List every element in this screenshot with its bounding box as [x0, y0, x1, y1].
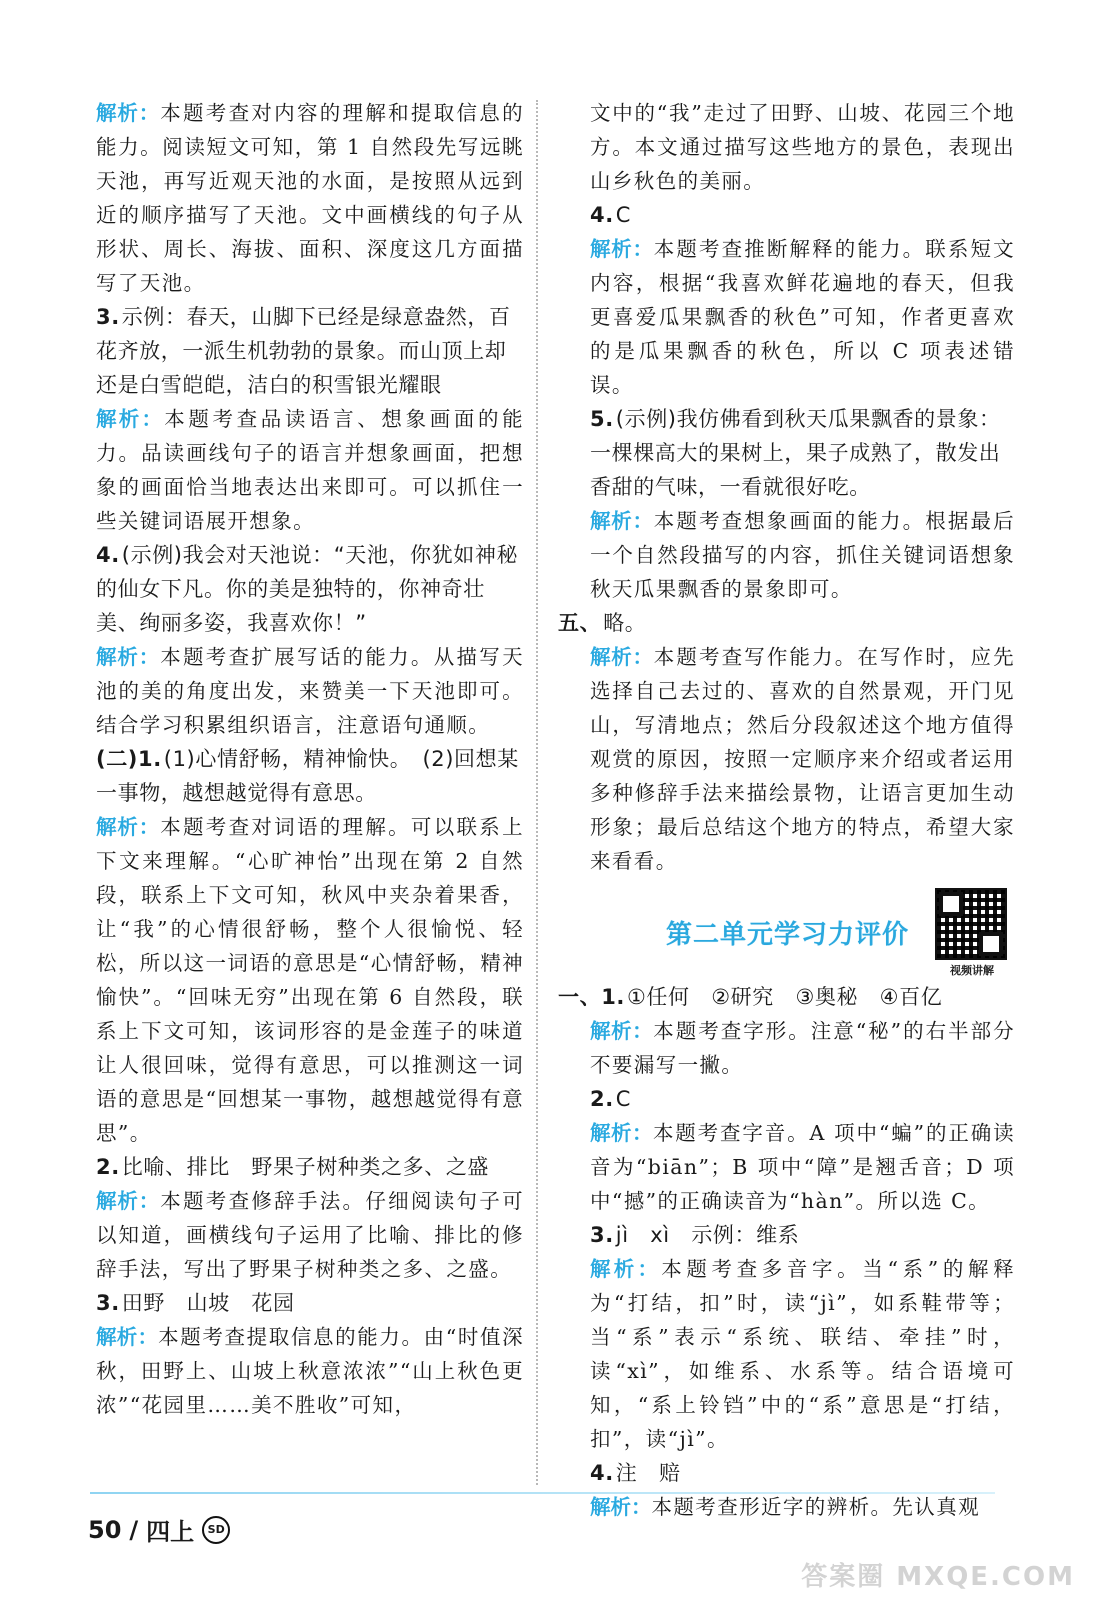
answer-text: 略。	[603, 611, 647, 635]
analysis-paragraph	[96, 1184, 524, 1286]
answer-text: 比喻、排比 野果子树种类之多、之盛	[121, 1155, 489, 1179]
answer-text: (1)心情舒畅，精神愉快。 (2)回想某一事物，越想越觉得有意思。	[96, 747, 519, 805]
answer-text: ①任何 ②研究 ③奥秘 ④百亿	[627, 985, 943, 1009]
section-answer	[558, 606, 1015, 640]
answer-number: 3.	[96, 1291, 120, 1315]
analysis-text: 本题考查推断解释的能力。联系短文内容，根据“我喜欢鲜花遍地的春天，但我更喜爱瓜果飘香的秋色”可知，作者更喜欢的是瓜果飘香的秋色，所以 C 项表述错误。	[590, 237, 1015, 397]
answer-text: C	[615, 1087, 632, 1111]
answer-text: (示例)我仿佛看到秋天瓜果飘香的景象：一棵棵高大的果树上，果子成熟了，散发出香甜的气味，一看就很好吃。	[590, 407, 1001, 499]
answer-item	[590, 402, 1015, 504]
analysis-label: 解析：	[96, 1325, 159, 1349]
answer-number: 5.	[590, 407, 614, 431]
analysis-text: 本题考查对词语的理解。可以联系上下文来理解。“心旷神怡”出现在第 2 自然段，联系上下文可知，秋风中夹杂着果香，让“我”的心情很舒畅，整个人很愉悦、轻松，所以这一词语的意思是“心情舒畅，精神愉快”。“回味无穷”出现在第 6 自然段，联系上下文可知，该词形容的是金莲子的味道让人很回味，觉得有意思，可以推测这一词语的意思是“回想某一事物，越想越觉得有意思”。	[96, 815, 524, 1145]
answer-number: 3.	[590, 1223, 614, 1247]
analysis-text: 本题考查字音。A 项中“蝙”的正确读音为“biān”；B 项中“障”是翘舌音；D 项中“撼”的正确读音为“hàn”。所以选 C。	[590, 1121, 1016, 1213]
page-number: 50	[88, 1515, 122, 1544]
analysis-paragraph	[96, 96, 524, 300]
unit-title-banner	[590, 888, 1015, 976]
analysis-paragraph	[590, 232, 1015, 402]
analysis-label: 解析：	[96, 407, 165, 431]
analysis-label: 解析：	[590, 1019, 654, 1043]
analysis-label: 解析：	[590, 1495, 652, 1519]
answer-item	[96, 1150, 524, 1184]
watermark: 答案圈 MXQE.COM	[801, 1562, 1075, 1592]
answer-item	[96, 742, 524, 810]
answer-number: 4.	[96, 543, 120, 567]
answer-number: 3.	[96, 305, 120, 329]
analysis-paragraph	[590, 640, 1015, 878]
answer-number: (二)1.	[96, 747, 162, 771]
analysis-text: 本题考查想象画面的能力。根据最后一个自然段描写的内容，抓住关键词语想象秋天瓜果飘香的景象即可。	[590, 509, 1015, 601]
unit-title: 第二单元学习力评价	[666, 919, 910, 950]
analysis-text: 本题考查对内容的理解和提取信息的能力。阅读短文可知，第 1 自然段先写远眺天池，再写近观天池的水面，是按照从远到近的顺序描写了天池。文中画横线的句子从形状、周长、海拔、面积、深度这几方面描写了天池。	[96, 101, 524, 295]
grade-label: 四上	[146, 1518, 195, 1546]
answer-item	[96, 300, 524, 402]
analysis-text: 本题考查形近字的辨析。先认真观	[651, 1495, 980, 1519]
left-column	[96, 96, 524, 1422]
answer-item	[96, 1286, 524, 1320]
answer-number: 2.	[590, 1087, 614, 1111]
analysis-label: 解析：	[96, 1189, 161, 1213]
analysis-text: 本题考查品读语言、想象画面的能力。品读画线句子的语言并想象画面，把想象的画面恰当地表达出来即可。可以抓住一些关键词语展开想象。	[96, 407, 525, 533]
answer-text: (示例)我会对天池说：“天池，你犹如神秘的仙女下凡。你的美是独特的，你神奇壮美、绚丽多姿，我喜欢你！”	[96, 543, 519, 635]
analysis-text: 本题考查多音字。当“系”的解释为“打结，扣”时，读“jì”，如系鞋带等；当“系”表示“系统、联结、牵挂”时，读“xì”，如维系、水系等。结合语境可知，“系上铃铛”中的“系”意思是“打结，扣”，读“jì”。	[590, 1257, 1015, 1451]
answer-number: 2.	[96, 1155, 120, 1179]
analysis-paragraph	[96, 640, 524, 742]
analysis-label: 解析：	[96, 815, 161, 839]
analysis-label: 解析：	[590, 1257, 662, 1281]
analysis-label: 解析：	[590, 645, 654, 669]
answer-number: 五、	[558, 611, 602, 635]
analysis-label: 解析：	[590, 509, 654, 533]
right-bottom-block	[558, 980, 1016, 1524]
analysis-label: 解析：	[96, 101, 161, 125]
answer-item	[590, 1456, 1015, 1490]
analysis-paragraph	[96, 402, 524, 538]
answer-text: 示例：春天，山脚下已经是绿意盎然，百花齐放，一派生机勃勃的景象。而山顶上却还是白雪皑皑，洁白的积雪银光耀眼	[96, 305, 511, 397]
answer-number: 4.	[590, 1461, 614, 1485]
answer-item	[590, 1218, 1015, 1252]
analysis-paragraph	[96, 810, 524, 1150]
answer-text: 田野 山坡 花园	[121, 1291, 295, 1315]
column-divider	[536, 100, 538, 1485]
analysis-paragraph	[590, 1252, 1015, 1456]
qr-caption: 视频讲解	[950, 964, 994, 977]
sd-badge-icon: SD	[202, 1516, 230, 1544]
qr-code-icon[interactable]	[935, 888, 1007, 960]
analysis-text: 本题考查字形。注意“秘”的右半部分不要漏写一撇。	[590, 1019, 1016, 1077]
analysis-paragraph	[590, 1116, 1015, 1218]
analysis-text: 本题考查扩展写话的能力。从描写天池的美的角度出发，来赞美一下天池即可。结合学习积累组织语言，注意语句通顺。	[96, 645, 524, 737]
text-paragraph: 文中的“我”走过了田野、山坡、花园三个地方。本文通过描写这些地方的景色，表现出山乡秋色的美丽。	[590, 101, 1015, 193]
answer-number: 4.	[590, 203, 614, 227]
analysis-paragraph	[590, 504, 1015, 606]
analysis-text: 本题考查提取信息的能力。由“时值深秋，田野上、山坡上秋意浓浓”“山上秋色更浓”“花园里……美不胜收”可知，	[96, 1325, 525, 1417]
answer-text: jì xì 示例：维系	[615, 1223, 800, 1247]
page-footer	[88, 1512, 230, 1547]
analysis-label: 解析：	[590, 1121, 653, 1145]
answer-number: 一、1.	[558, 985, 625, 1009]
answer-item	[590, 198, 1015, 232]
analysis-paragraph	[96, 1320, 524, 1422]
analysis-label: 解析：	[590, 237, 654, 261]
answer-item	[590, 1082, 1015, 1116]
right-top-block	[558, 96, 1015, 878]
analysis-text: 本题考查修辞手法。仔细阅读句子可以知道，画横线句子运用了比喻、排比的修辞手法，写出了野果子树种类之多、之盛。	[96, 1189, 524, 1281]
answer-item	[96, 538, 524, 640]
answer-text: 注 赔	[615, 1461, 681, 1485]
footer-line	[90, 1492, 995, 1494]
analysis-label: 解析：	[96, 645, 161, 669]
section-answer	[558, 980, 1015, 1014]
answer-text: C	[615, 203, 632, 227]
analysis-paragraph	[590, 1014, 1015, 1082]
right-column	[558, 96, 1016, 1524]
footer-separator: /	[129, 1515, 139, 1544]
analysis-paragraph	[590, 1490, 1015, 1524]
analysis-text: 本题考查写作能力。在写作时，应先选择自己去过的、喜欢的自然景观，开门见山，写清地点；然后分段叙述这个地方值得观赏的原因，按照一定顺序来介绍或者运用多种修辞手法来描绘景物，让语言更加生动形象；最后总结这个地方的特点，希望大家来看看。	[590, 645, 1015, 873]
